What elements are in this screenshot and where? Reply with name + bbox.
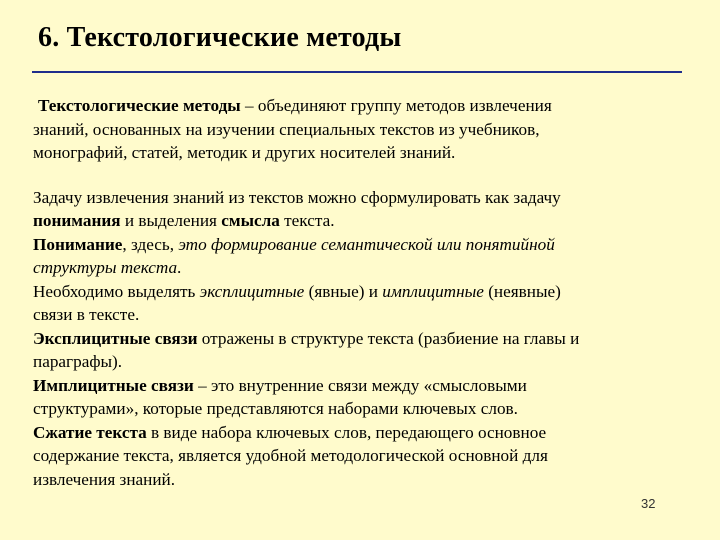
para-line-2 [33,209,683,233]
para-line-5-text-c: (неявные) [483,281,561,301]
para-line-13: извлечения знаний. [33,469,176,489]
para-line-11 [33,421,683,445]
term-textological-methods: Текстологические методы [38,96,241,115]
title-underline [32,71,682,73]
para-line-2-text-b: текста. [279,211,335,230]
para-line-7-text: отражены в структуре текста (разбиение на главы и [197,328,580,348]
para-line-8: параграфы). [33,352,123,371]
intro-line-2: знаний, основанных на изучении специальных текстов из учебников, [33,119,540,139]
term-explicit-italic: эксплицитные [199,281,305,301]
term-explicit-links: Эксплицитные связи [33,328,198,348]
para-line-11-text: в виде набора ключевых слов, передающего основное [146,422,547,442]
definition-italic-b: структуры текста [33,258,178,277]
term-implicit-italic: имплицитные [382,281,484,301]
term-implicit-links: Имплицитные связи [33,375,194,395]
para-line-9-text: – это внутренние связи между «смысловыми [193,375,527,395]
para-line-3 [33,233,683,257]
slide-body [33,94,683,491]
intro-line-3: монографий, статей, методик и других носителей знаний. [33,143,456,162]
term-understanding: понимания [33,211,121,230]
slide-title: 6. Текстологические методы [38,22,402,53]
para-line-9 [33,374,683,398]
para-line-5-text-a: Необходимо выделять [33,281,200,301]
term-text-compression: Сжатие текста [33,422,147,442]
para-line-6: связи в тексте. [33,305,140,324]
para-line-12: содержание текста, является удобной методологической основной для [33,446,548,465]
para-line-4-text: . [177,258,182,277]
para-line-10: структурами», которые представляются наборами ключевых слов. [33,399,518,418]
intro-line-1-text: – объединяют группу методов извлечения [240,96,552,115]
term-meaning: смысла [221,211,280,230]
para-line-1: Задачу извлечения знаний из текстов можно сформулировать как задачу [33,187,561,207]
term-understanding-def: Понимание [33,234,123,254]
para-line-5-text-b: (явные) и [304,281,383,301]
definition-italic-a: это формирование семантической или понятийной [178,234,555,254]
page-number: 32 [641,496,656,511]
para-line-7 [33,327,683,351]
intro-line-1 [33,94,683,118]
para-line-3-text: , здесь, [122,234,179,254]
para-line-4 [33,256,683,280]
para-line-2-text-a: и выделения [120,211,222,230]
paragraph-gap [33,165,683,186]
para-line-5 [33,280,683,304]
